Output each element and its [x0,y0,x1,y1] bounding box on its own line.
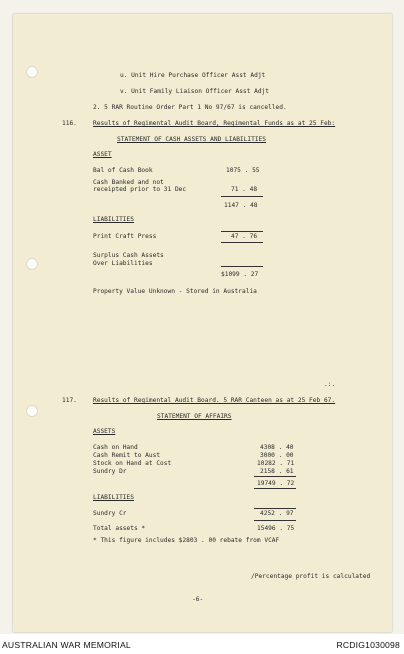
line-subtot-v: 1147 . 48 [224,202,258,209]
line-sundry-cr-l: Sundry Cr [93,510,127,517]
line-liab-h: LIABILITIES [93,216,134,223]
punch-hole-top [26,66,38,78]
line-stmt-117: STATEMENT OF AFFAIRS [157,413,232,420]
line-assets-tot: 19749 . 72 [257,480,295,487]
line-item-2: 2. 5 RAR Routine Order Part 1 No 97/67 is cancelled. [93,104,287,111]
rule-print-bottom [221,242,263,243]
line-stock-v: 10282 . 71 [257,460,295,467]
rule-surplus [221,266,263,267]
archive-footer [0,634,404,654]
line-title-117: Results of Regimental Audit Board. 5 RAR Canteen as at 25 Feb 67. [93,397,336,404]
line-bal-l: Bal of Cash Book [93,167,153,174]
line-num-116: 116. [62,120,77,127]
line-remit-v: 3000 . 00 [260,452,294,459]
line-sundry-dr-l: Sundry Dr [93,468,127,475]
line-continued: /Percentage profit is calculated [251,573,371,580]
line-assets-h: ASSETS [93,428,116,435]
line-sundry-cr-v: 4252 . 97 [260,510,294,517]
line-bal-v: 1075 . 55 [226,167,260,174]
line-surplus-l1: Surplus Cash Assets [93,252,164,259]
line-footnote: * This figure includes $2803 . 00 rebate from VCAF [93,537,280,544]
line-sundry-dr-v: 2158 . 61 [260,468,294,475]
line-stock-l: Stock on Hand at Cost [93,460,172,467]
line-liab-h2: LIABILITIES [93,494,134,501]
line-banked-l2: receipted prior to 31 Dec [93,186,187,193]
rule-subtotal [221,196,263,197]
line-num-117: 117. [62,397,77,404]
line-u-item: u. Unit Hire Purchase Officer Asst Adjt [120,72,266,79]
line-remit-l: Cash Remit to Aust [93,452,161,459]
line-title-116: Results of Regimental Audit Board, Regimental Funds as at 25 Feb: [93,120,336,127]
rule-assets-total-top [254,476,296,477]
rule-print-top [221,231,263,232]
line-print-v: 47 . 76 [231,233,258,240]
footer-record-id: RCDIG1030098 [336,640,400,650]
punch-hole-middle [26,258,38,270]
line-print-l: Print Craft Press [93,233,157,240]
line-page-num: -6- [192,596,204,603]
punch-hole-bottom [26,405,38,417]
line-cash-v: 4308 . 40 [260,444,294,451]
line-total-l: Total assets * [93,525,146,532]
line-banked-v: 71 . 48 [231,186,258,193]
line-property: Property Value Unknown - Stored in Australia [93,288,257,295]
rule-sundry-top [254,508,296,509]
line-surplus-l2: Over Liabilities [93,260,153,267]
line-asset-h: ASSET [93,151,112,158]
line-banked-l1: Cash Banked and not [93,179,164,186]
line-cash-l: Cash on Hand [93,444,138,451]
line-stmt-116: STATEMENT OF CASH ASSETS AND LIABILITIES [117,136,267,143]
line-v-item: v. Unit Family Liaison Officer Asst Adjt [120,88,270,95]
line-total-v: 15496 . 75 [257,525,295,532]
rule-sundry-bottom [254,520,296,521]
rule-assets-total-bottom [254,488,296,489]
footer-institution: AUSTRALIAN WAR MEMORIAL [2,640,131,650]
line-surplus-v: $1099 . 27 [221,271,259,278]
line-mark: .:. [324,381,336,388]
